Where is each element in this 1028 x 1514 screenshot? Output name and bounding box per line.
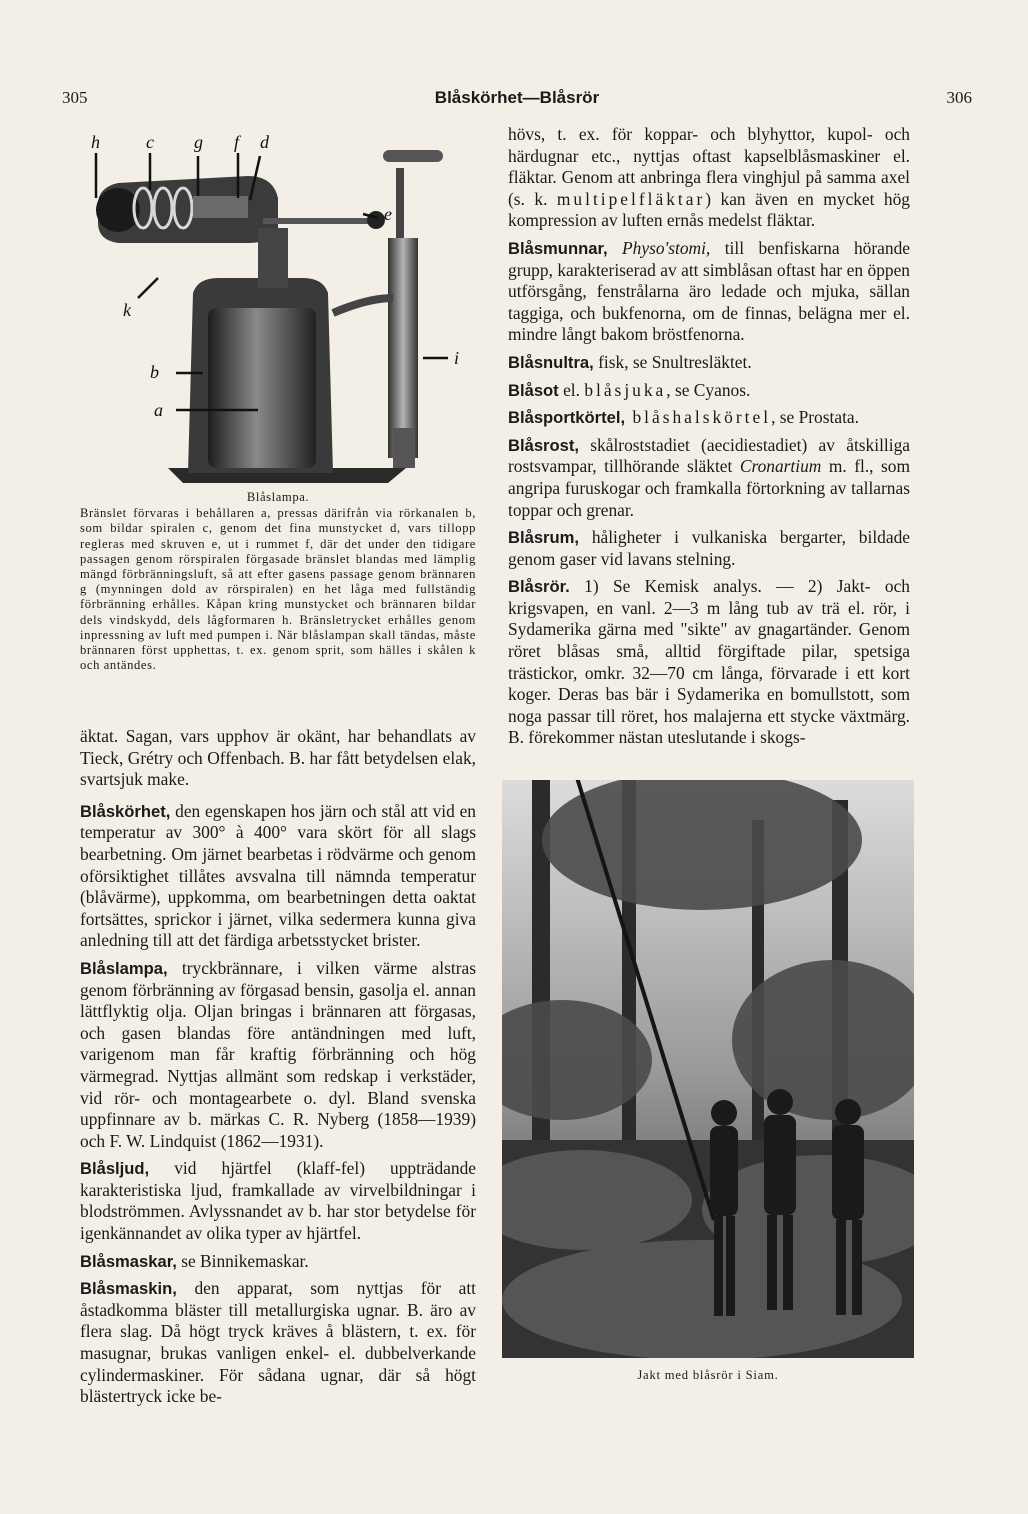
headword: Blåsmaskin, [80,1279,177,1299]
headword: Blåsrör. [508,577,570,597]
text-segment: skålroststadiet (aecidiestadiet) av åtskilliga rostsvampar, tillhörande släktet [508,434,910,477]
text-segment: ) kan även en mycket hög kompression av luften ernås medelst fläktar. [508,188,910,231]
page-number-left: 305 [62,88,88,107]
entry-text: 1) Se Kemisk analys. — 2) Jakt- och krigsvapen, en vanl. 2—3 m lång tub av trä el. rör, i Sydamerika gärna med "sikte" av gnagartänder. Genom röret blåsas små, alltid förgiftade pilar, spetsiga trästickor, omkr. 32—70 cm långa, förvarade i ett kort koger. Deras bas bär i Sydamerika en bomullstott, som noga passar till röret, hos malajerna ett stycke växtmärg. B. förekommer nästan uteslutande i skogs- [508,576,910,748]
label-i: i [454,348,460,368]
headword: Blåsrum, [508,528,580,548]
label-f: f [234,132,240,152]
entry-blasrost [508,435,910,521]
photo-caption: Jakt med blåsrör i Siam. [637,1368,779,1382]
text-segment: el. [558,379,585,400]
text-segment: m. fl., som angripa furuskogar och framkalla förtorkning av tallarnas toppar och grenar. [508,456,910,520]
headword: Blåsmaskar, [80,1251,177,1271]
blowlamp-diagram [88,128,478,488]
page-number-right: 306 [946,88,972,107]
entry-blasljud [80,1158,476,1244]
entry-text: till benfiskarna hörande grupp, karakteriserad av att simblåsan oftast har en öppen utförsgång, fenstrålarna äro ledade och mjuka, sällan taggiga, och bukfenorna, om de finnas, belägna mer el. mindre långt bakom bröstfenorna. [508,237,910,345]
label-g: g [194,132,203,152]
label-d: d [260,132,269,152]
entry-text: fisk, se Snultresläktet. [593,351,752,372]
entry-text: vid hjärtfel (klaff-fel) uppträdande karakteristiska ljud, framkallade av virvelbildningar i blodströmmen. Avlyssnandet av b. har stor betydelse för igenkännandet av olika typer av hjärtfel. [80,1158,476,1244]
headword: Blåsrost, [508,435,580,455]
spaced-term: blåshalskörtel [625,407,772,428]
entry-text: tryckbrännare, i vilken värme alstras genom förbränning av förgasad bensin, gasolja el. annan lättflyktig olja. Oljan bringas i brännaren att förgasas, och gasen blandas före antändningen med luft, varigenom man får kraftig förbränning och hög värmegrad. Nyttjas allmänt som redskap i verkstäder, vid rör- och montagearbete o. dyl. Bland svenska uppfinnare av b. märkas C. R. Nyberg (1858—1939) och F. W. Lindquist (1862—1931). [80,957,476,1151]
figure-caption-body: Bränslet förvaras i behållaren a, pressas därifrån via rörkanalen b, som bildar spiralen c, genom det fina munstycket d, vars tillopp regleras med skruven e, ut i rummet f, där det under den tidigare passagen genom rörspiralen förgasade bränslet blandas med lämplig mängd förbränningsluft, så att efter gasens passage genom brännaren g (mynningen dold av rörspiralen) en het låga med fullständig förbränning erhålles. Kåpan kring munstycket och brännaren bildar dels vindskydd, dels lågformaren h. Bränsletrycket erhålles genom inpressning av luft med pumpen i. När blåslampan skall tändas, måste brännaren först upphettas, t. ex. genom sprit, som hälles i skålen k och antändes. [80,506,476,673]
text-segment: , se Prostata. [771,407,859,428]
entry-text: se Binnikemaskar. [176,1250,309,1271]
headword: Blåsmunnar, [508,238,608,258]
label-e: e [384,204,392,224]
right-column [508,124,910,755]
label-a: a [154,400,163,420]
entry-blasror [508,576,910,749]
entry-blaslampa [80,958,476,1152]
entry-text: håligheter i vulkaniska bergarter, bildade genom gaser vid lavans stelning. [508,527,910,569]
entry-blasmunnar [508,238,910,346]
headword: Blåslampa, [80,958,168,978]
label-k: k [123,300,131,320]
spaced-term: blåsjuka [584,379,667,400]
entry-blasnultra [508,352,910,374]
blowpipe-hunting-photo [502,780,914,1358]
entry-blasmaskin [80,1278,476,1408]
figure-caption-title: Blåslampa. [246,490,310,504]
paragraph-continuation [508,124,910,232]
entry-blasot [508,380,910,402]
page-header [62,88,972,116]
left-column [80,726,476,1414]
running-title: Blåskörhet—Blåsrör [434,88,600,107]
entry-blasportkortel [508,407,910,429]
latin-name: Cronartium [739,456,822,477]
headword: Blåsot [508,380,559,400]
headword: Blåskörhet, [80,801,171,821]
text-segment: , se Cyanos. [666,379,751,400]
headword: Blåsnultra, [508,352,594,372]
entry-blasmaskar [80,1251,476,1273]
entry-blaskorhet [80,801,476,952]
latin-name: Physo'stomi, [607,237,711,258]
paragraph-continuation: äktat. Sagan, vars upphov är okänt, har behandlats av Tieck, Grétry och Offenbach. B. har fått betydelsen elak, svartsjuk make. [80,726,476,790]
entry-text: den apparat, som nyttjas för att åstadkomma bläster till metallurgiska ugnar. B. äro av flera slag. Då högt tryck kräves å blästern, t. ex. för masugnar, brukas vanligen enkel- el. dubbelverkande cylindermaskiner. För sådana ugnar, där så högt blästertryck icke be- [80,1278,476,1407]
figure-caption [80,490,476,673]
text-segment: hövs, t. ex. för koppar- och blyhyttor, kupol- och härdugnar etc., nyttjas oftast kapselblåsmaskiner el. fläktar. Genom att anbringa flera vinghjul på samma axel (s. k. [508,124,910,209]
entry-blasrum [508,527,910,570]
label-h: h [91,132,100,152]
entry-text: den egenskapen hos järn och stål att vid en temperatur av 300° à 400° vara skört för all slags bearbetning. Om järnet bearbetas i rödvärme och genom oförsiktighet tillåtes avsvalna till nämnda temperatur (blåvärme), uppkomma, om bearbetningen detta oaktat fortsättes, sprickor i järnet, vilka sedermera kunna giva anledning till att det färdiga arbetsstycket brister. [80,800,476,951]
label-b: b [150,362,159,382]
headword: Blåsportkörtel, [508,408,626,428]
headword: Blåsljud, [80,1159,150,1179]
label-c: c [146,132,154,152]
spaced-term: multipelfläktar [556,188,706,209]
